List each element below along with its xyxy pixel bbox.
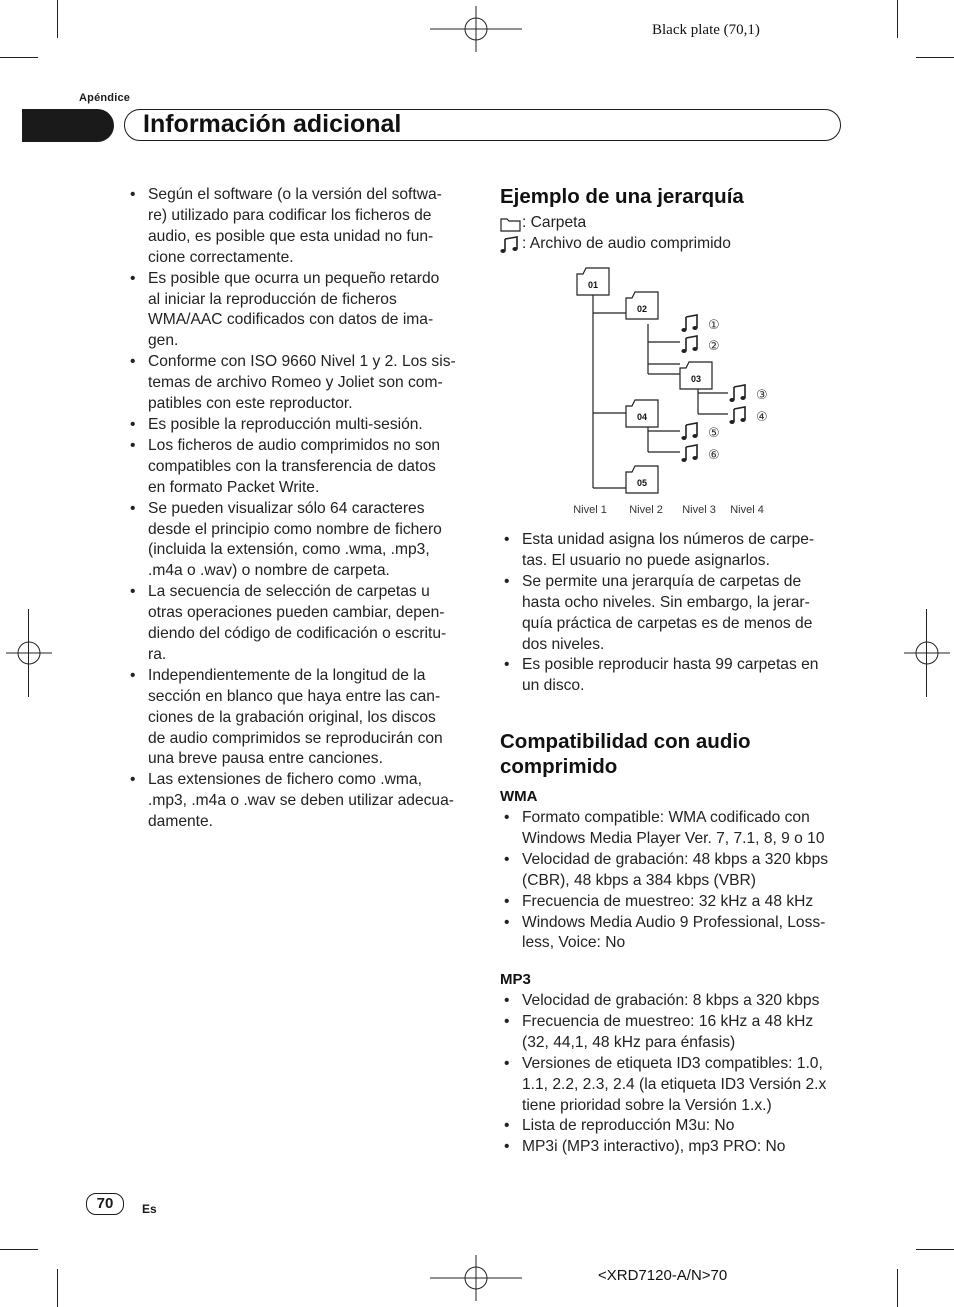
registration-mark-left bbox=[6, 630, 52, 676]
file-number: ① bbox=[708, 318, 720, 333]
page-number: 70 bbox=[86, 1193, 124, 1215]
file-number: ⑤ bbox=[708, 426, 720, 441]
wma-bullet-list bbox=[500, 808, 850, 954]
title-tab bbox=[22, 109, 114, 142]
folder-01 bbox=[577, 268, 609, 295]
registration-mark-bottom bbox=[430, 1255, 522, 1301]
list-item: • La secuencia de selección de carpetas u otras operaciones pueden cambiar, depen- diendo del código de codificación o escritu- ra. bbox=[126, 582, 476, 666]
plate-label: Black plate (70,1) bbox=[652, 22, 760, 38]
section-label: Apéndice bbox=[79, 92, 131, 104]
list-item: • Lista de reproducción M3u: No bbox=[500, 1116, 850, 1137]
audio-file bbox=[681, 445, 719, 463]
level-label: Nivel 2 bbox=[629, 504, 663, 516]
file-number: ③ bbox=[756, 388, 768, 403]
page-title: Información adicional bbox=[143, 110, 402, 138]
file-number: ④ bbox=[756, 410, 768, 425]
list-item: • Frecuencia de muestreo: 16 kHz a 48 kHz (32, 44,1, 48 kHz para énfasis) bbox=[500, 1012, 850, 1054]
folder-label: 02 bbox=[636, 304, 648, 314]
file-number: ⑥ bbox=[708, 448, 720, 463]
list-item: • Conforme con ISO 9660 Nivel 1 y 2. Los sis- temas de archivo Romeo y Joliet son com- patibles con este reproductor. bbox=[126, 352, 476, 415]
hierarchy-heading: Ejemplo de una jerarquía bbox=[500, 185, 744, 208]
left-bullet-list bbox=[126, 185, 476, 833]
audio-file bbox=[681, 423, 719, 441]
list-item: • Los ficheros de audio comprimidos no son compatibles con la transferencia de datos en formato Packet Write. bbox=[126, 436, 476, 499]
list-item: • Según el software (o la versión del softwa- re) utilizado para codificar los ficheros de audio, es posible que esta unidad no fun- cione correctamente. bbox=[126, 185, 476, 269]
list-item: • Frecuencia de muestreo: 32 kHz a 48 kHz bbox=[500, 892, 850, 913]
mp3-heading: MP3 bbox=[500, 971, 531, 988]
hierarchy-bullet-list bbox=[500, 530, 850, 697]
audio-file bbox=[681, 336, 719, 354]
folder-03 bbox=[680, 362, 712, 389]
audio-file bbox=[729, 407, 767, 425]
registration-mark-top bbox=[430, 6, 522, 52]
list-item: • Es posible que ocurra un pequeño retardo al iniciar la reproducción de ficheros WMA/AAC codificados con datos de ima- gen. bbox=[126, 269, 476, 353]
list-item: • Se permite una jerarquía de carpetas de hasta ocho niveles. Sin embargo, la jerar- quía práctica de carpetas es de menos de dos niveles. bbox=[500, 572, 850, 656]
folder-02 bbox=[626, 292, 658, 319]
audio-file bbox=[681, 315, 719, 333]
list-item: • Versiones de etiqueta ID3 compatibles: 1.0, 1.1, 2.2, 2.3, 2.4 (la etiqueta ID3 Versión 2.x tiene prioridad sobre la Versión 1.x.) bbox=[500, 1054, 850, 1117]
folder-05 bbox=[626, 466, 658, 493]
list-item: • Windows Media Audio 9 Professional, Loss- less, Voice: No bbox=[500, 913, 850, 955]
folder-hierarchy-diagram bbox=[560, 260, 810, 520]
compat-heading: Compatibilidad con audio comprimido bbox=[500, 730, 751, 778]
level-label: Nivel 3 bbox=[682, 504, 716, 516]
folder-label: 05 bbox=[636, 478, 648, 488]
folder-label: 04 bbox=[636, 412, 648, 422]
list-item: • MP3i (MP3 interactivo), mp3 PRO: No bbox=[500, 1137, 850, 1158]
list-item: • Velocidad de grabación: 8 kbps a 320 kbps bbox=[500, 991, 850, 1012]
wma-heading: WMA bbox=[500, 788, 538, 805]
list-item: • Las extensiones de fichero como .wma, .mp3, .m4a o .wav se deben utilizar adecua- damente. bbox=[126, 770, 476, 833]
list-item: • Es posible reproducir hasta 99 carpetas en un disco. bbox=[500, 655, 850, 697]
legend-folder-label: : Carpeta bbox=[522, 214, 587, 232]
folder-label: 01 bbox=[587, 280, 599, 290]
list-item: • Esta unidad asigna los números de carpe- tas. El usuario no puede asignarlos. bbox=[500, 530, 850, 572]
hierarchy-legend bbox=[500, 213, 840, 255]
list-item: • Es posible la reproducción multi-sesión. bbox=[126, 415, 476, 436]
folder-label: 03 bbox=[690, 374, 702, 384]
list-item: • Velocidad de grabación: 48 kbps a 320 kbps (CBR), 48 kbps a 384 kbps (VBR) bbox=[500, 850, 850, 892]
left-column bbox=[126, 185, 476, 833]
hierarchy-notes bbox=[500, 530, 850, 697]
audio-file bbox=[729, 385, 767, 403]
mp3-section bbox=[500, 991, 850, 1158]
level-label: Nivel 4 bbox=[730, 504, 764, 516]
wma-section bbox=[500, 808, 850, 954]
registration-mark-right bbox=[904, 630, 950, 676]
language-code: Es bbox=[142, 1202, 157, 1216]
legend-file-label: : Archivo de audio comprimido bbox=[522, 235, 731, 253]
file-number: ② bbox=[708, 339, 720, 354]
document-code: <XRD7120-A/N>70 bbox=[598, 1267, 728, 1284]
folder-icon bbox=[500, 216, 521, 232]
list-item: • Se pueden visualizar sólo 64 caracteres desde el principio como nombre de fichero (incluida la extensión, como .wma, .mp3, .m4a o .wav) o nombre de carpeta. bbox=[126, 499, 476, 583]
mp3-bullet-list bbox=[500, 991, 850, 1158]
level-label: Nivel 1 bbox=[573, 504, 607, 516]
folder-04 bbox=[626, 400, 658, 427]
list-item: • Formato compatible: WMA codificado con Windows Media Player Ver. 7, 7.1, 8, 9 o 10 bbox=[500, 808, 850, 850]
list-item: • Independientemente de la longitud de la sección en blanco que haya entre las can- ciones de la grabación original, los discos de audio comprimidos se reproducirán con una breve pausa entre canciones. bbox=[126, 666, 476, 771]
music-note-icon bbox=[500, 236, 521, 254]
